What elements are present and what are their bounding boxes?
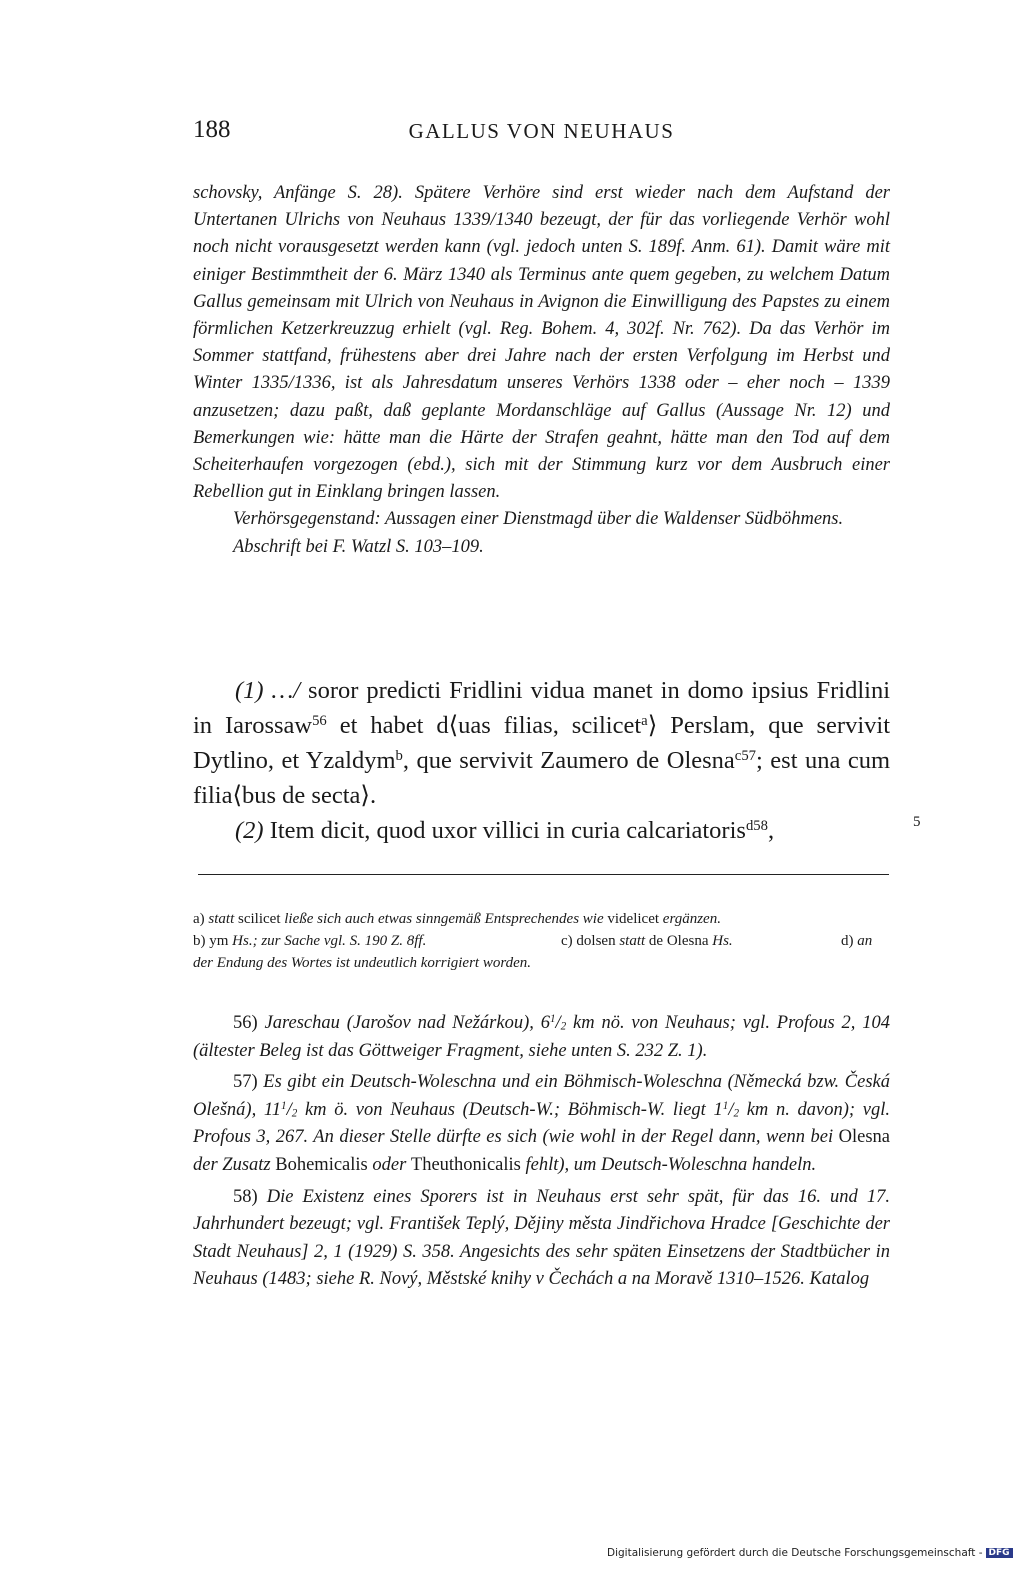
- apparatus-row-bcd: [193, 930, 890, 952]
- statement-2: (2) Item dicit, quod uxor villici in curia calcariatoris$^{d58}$,: [235, 817, 775, 844]
- apparatus-note-a: a) statt scilicet ließe sich auch etwas sinngemäß Entsprechendes wie videlicet ergänzen.: [193, 911, 721, 927]
- intro-paragraph-copy: Abschrift bei F. Watzl S. 103–109.: [233, 536, 484, 557]
- footnote-57: 57) Es gibt ein Deutsch-Woleschna und ein Böhmisch-Woleschna (Německá bzw. Česká Olešná), $11^1/_2$ km ö. von Neuhaus (Deutsch-W.; Böhmisch-W. liegt $1^1/_2$ km n. davon); vgl. Profous 3, 267. An dieser Stelle dürfte es sich (wie wohl in der Regel dann, wenn bei Olesna der Zusatz Bohemicalis oder Theuthonicalis fehlt), um Deutsch-Woleschna handeln.: [193, 1072, 890, 1175]
- running-title: GALLUS VON NEUHAUS: [408, 119, 675, 143]
- intro-paragraph-subject: Verhörsgegenstand: Aussagen einer Dienstmagd über die Waldenser Südböhmens.: [233, 509, 844, 530]
- digitization-credit: Digitalisierung gefördert durch die Deutsche Forschungsgemeinschaft - DFG: [607, 1547, 1013, 1559]
- introduction-text: [193, 180, 890, 561]
- edited-latin-text: [193, 673, 890, 848]
- apparatus-ref-a[interactable]: a: [641, 712, 648, 729]
- footnote-ref-57[interactable]: c57: [734, 747, 757, 764]
- lacuna-mark: …/: [263, 677, 301, 704]
- intro-paragraph-dating: schovsky, Anfänge S. 28). Spätere Verhöre sind erst wieder nach dem Aufstand der Untertanen Ulrichs von Neuhaus 1339/1340 bezeugt, der für das vorliegende Verhör wohl noch nicht vorausgesetzt werden kann (vgl. jedoch unten S. 189f. Anm. 61). Damit wäre mit einiger Bestimmtheit der 6. März 1340 als Terminus ante quem gegeben, zu welchem Datum Gallus gemeinsam mit Ulrich von Neuhaus in Avignon die Einwilligung des Papstes zu einem förmlichen Ketzerkreuzzug erhielt (vgl. Reg. Bohem. 4, 302f. Nr. 762). Da das Verhör im Sommer stattfand, frühestens aber drei Jahre nach der ersten Verfolgung im Herbst und Winter 1335/1336, ist als Jahresdatum unseres Verhörs 1338 oder – eher noch – 1339 anzusetzen; dazu paßt, daß geplante Mordanschläge auf Gallus (Aussage Nr. 12) und Bemerkungen wie: hätte man die Härte der Strafen geahnt, hätte man den Tod auf dem Scheiterhaufen vorgezogen (ebd.), sich mit der Stimmung kurz vor dem Ausbruch einer Rebellion gut in Einklang bringen lassen.: [193, 183, 890, 503]
- statement-number: (2): [235, 817, 264, 844]
- margin-line-number: 5: [913, 814, 921, 830]
- statement-1: (1) …/ soror predicti Fridlini vidua manet in domo ipsius Fridlini in Iarossaw$^{56}$ et habet d⟨uas filias, scilicet$^a$⟩ Perslam, que servivit Dytlino, et Yzaldym$^b$, que servivit Zaumero de Olesna$^{c57}$; est una cum filia⟨bus de secta⟩.: [193, 677, 891, 809]
- apparatus-note-d-cont: der Endung des Wortes ist undeutlich korrigiert worden.: [193, 955, 532, 971]
- footnote-ref-58[interactable]: d58: [745, 817, 768, 834]
- footnote-56: 56) Jareschau (Jarošov nad Nežárkou), $6^1/_2$ km nö. von Neuhaus; vgl. Profous 2, 104 (ältester Beleg ist das Göttweiger Fragment, siehe unten S. 232 Z. 1).: [193, 1012, 890, 1061]
- footnote-ref-56[interactable]: 56: [312, 712, 327, 729]
- footnote-separator: [198, 874, 889, 875]
- page-header: [193, 116, 890, 152]
- apparatus-note-d: d) an: [841, 933, 873, 949]
- footnote-58: 58) Die Existenz eines Sporers ist in Neuhaus erst sehr spät, für das 16. und 17. Jahrhundert bezeugt; vgl. František Teplý, Dějiny města Jindřichova Hradce [Geschichte der Stadt Neuhaus] 2, 1 (1929) S. 358. Angesichts des sehr späten Einsetzens der Stadtbücher in Neuhaus (1483; siehe R. Nový, Městské knihy v Čechách a na Moravě 1310–1526. Katalog: [193, 1186, 890, 1290]
- apparatus-note-b: b) ym Hs.; zur Sache vgl. S. 190 Z. 8ff.: [193, 933, 427, 949]
- critical-apparatus: [193, 908, 890, 974]
- apparatus-ref-b[interactable]: b: [395, 747, 403, 764]
- page-number: 188: [193, 116, 231, 143]
- footnotes: [193, 1010, 890, 1298]
- statement-number: (1): [235, 677, 264, 704]
- apparatus-note-c: c) dolsen statt de Olesna Hs.: [561, 933, 733, 949]
- dfg-logo: DFG: [986, 1548, 1013, 1558]
